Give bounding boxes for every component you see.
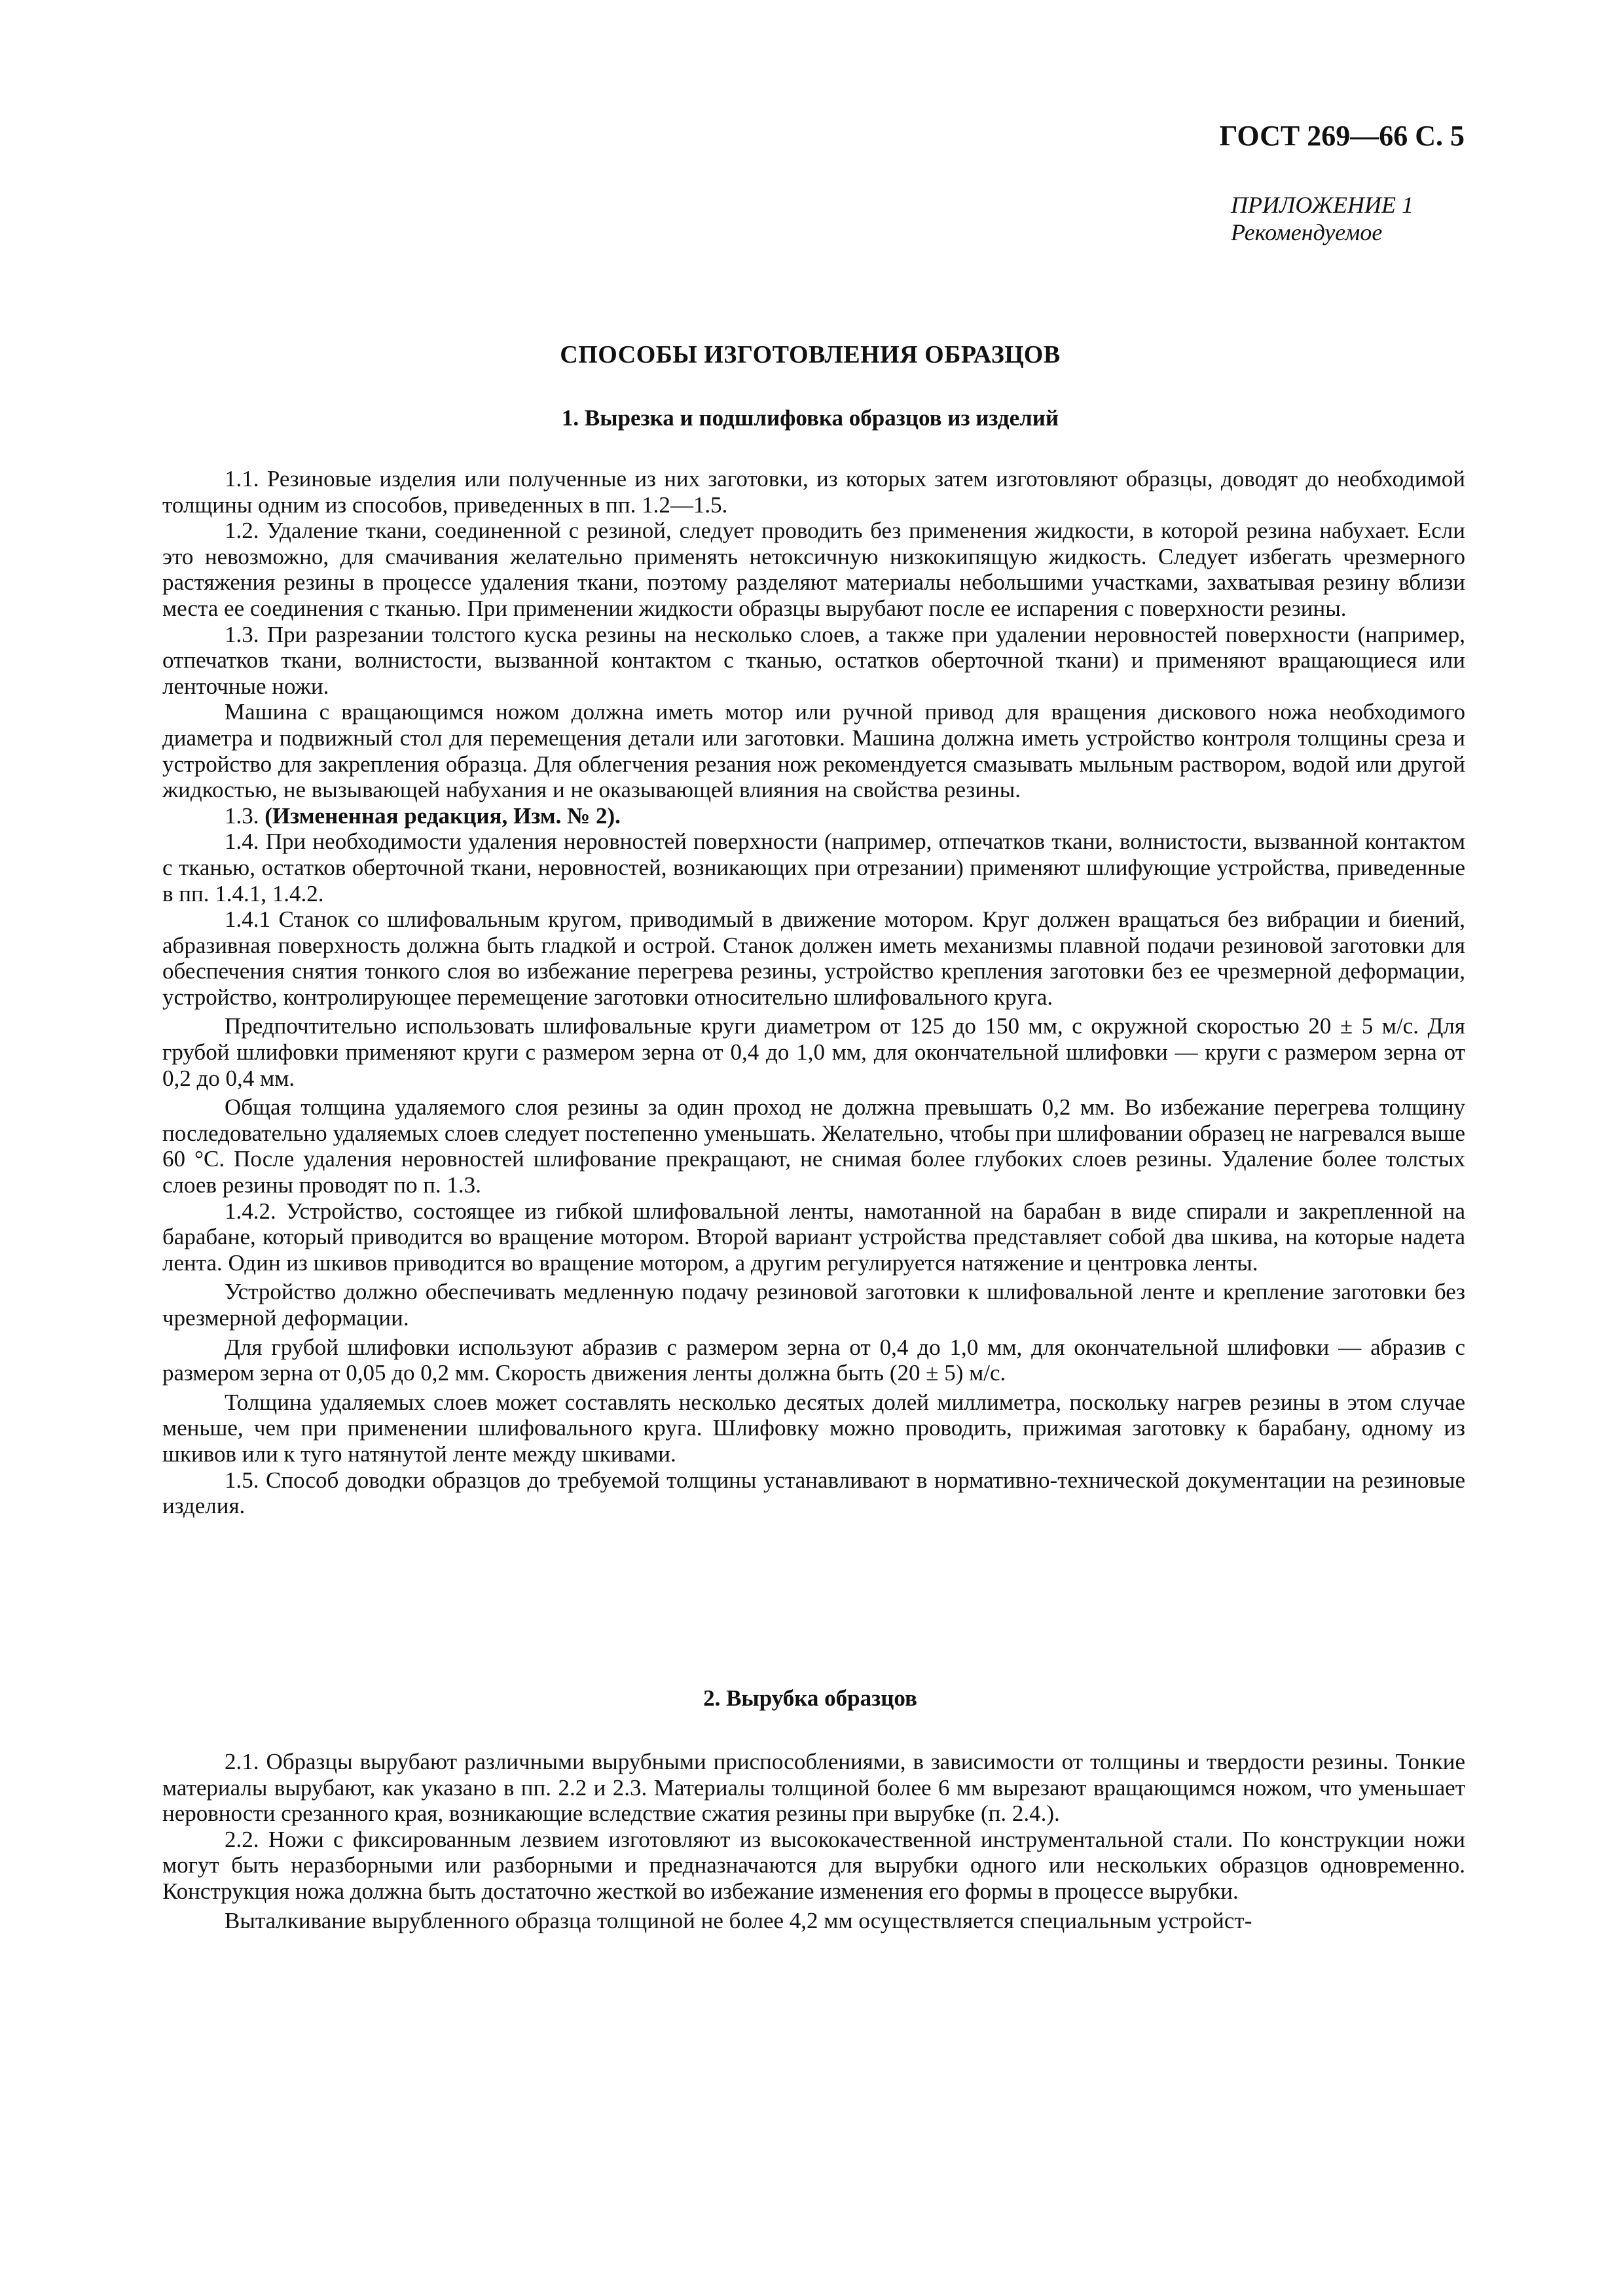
paragraph: Для грубой шлифовки используют абразив с размером зерна от 0,4 до 1,0 мм, для окончательной шлифовки — абразив с размером зерна от 0,05 до 0,2 мм. Скорость движения ленты должна быть (20 ± 5) м/с.	[162, 1334, 1465, 1386]
appendix-number: ПРИЛОЖЕНИЕ 1	[1231, 192, 1413, 218]
paragraph: 1.4. При необходимости удаления неровностей поверхности (например, отпечатков ткани, волнистости, вызванной контактом с тканью, остатков оберточной ткани, неровностей, возникающих при отрезании) применяют шлифующие устройства, приведенные в пп. 1.4.1, 1.4.2.	[162, 829, 1465, 906]
paragraph: 1.2. Удаление ткани, соединенной с резиной, следует проводить без применения жидкости, в которой резина набухает. Если это невозможно, для смачивания желательно применять нетоксичную низкокипящую жидкость. Следует избегать чрезмерного растяжения резины в процессе удаления ткани, поэтому разделяют материалы небольшими участками, захватывая резину вблизи места ее соединения с тканью. При применении жидкости образцы вырубают после ее испарения с поверхности резины.	[162, 518, 1465, 621]
section-2-heading: 2. Вырубка образцов	[703, 1685, 917, 1711]
paragraph: Машина с вращающимся ножом должна иметь мотор или ручной привод для вращения дискового ножа необходимого диаметра и подвижный стол для перемещения детали или заготовки. Машина должна иметь устройство контроля толщины среза и устройство для закрепления образца. Для облегчения резания нож рекомендуется смазывать мыльным раствором, водой или другой жидкостью, не вызывающей набухания и не оказывающей влияния на свойства резины.	[162, 699, 1465, 803]
paragraph: 2.2. Ножи с фиксированным лезвием изготовляют из высококачественной инструментальной стали. По конструкции ножи могут быть неразборными или разборными и предназначаются для вырубки одного или нескольких образцов одновременно. Конструкция ножа должна быть достаточно жесткой во избежание изменения его формы в процессе вырубки.	[162, 1826, 1465, 1904]
section-1-body	[162, 466, 1465, 1519]
amendment-number: 1.3.	[225, 802, 265, 829]
amendment-note: (Измененная редакция, Изм. № 2).	[264, 802, 621, 829]
paragraph: 2.1. Образцы вырубают различными вырубными приспособлениями, в зависимости от толщины и твердости резины. Тонкие материалы вырубают, как указано в пп. 2.2 и 2.3. Материалы толщиной более 6 мм вырезают вращающимся ножом, что уменьшает неровности срезанного края, возникающие вследствие сжатия резины при вырубке (п. 2.4.).	[162, 1749, 1465, 1827]
appendix-label	[1231, 191, 1413, 246]
paragraph: 1.4.2. Устройство, состоящее из гибкой шлифовальной ленты, намотанной на барабан в виде спирали и закрепленной на барабане, который приводится во вращение мотором. Второй вариант устройства представляет собой два шкива, на которые надета лента. Один из шкивов приводится во вращение мотором, а другим регулируется натяжение и центровка ленты.	[162, 1198, 1465, 1276]
paragraph: Толщина удаляемых слоев может составлять несколько десятых долей миллиметра, поскольку нагрев резины в этом случае меньше, чем при применении шлифовального круга. Шлифовку можно проводить, прижимая заготовку к барабану, одному из шкивов или к туго натянутой ленте между шкивами.	[162, 1389, 1465, 1467]
paragraph: 1.1. Резиновые изделия или полученные из них заготовки, из которых затем изготовляют образцы, доводят до необходимой толщины одним из способов, приведенных в пп. 1.2—1.5.	[162, 466, 1465, 518]
paragraph: Общая толщина удаляемого слоя резины за один проход не должна превышать 0,2 мм. Во избежание перегрева толщину последовательно удаляемых слоев следует постепенно уменьшать. Желательно, чтобы при шлифовании образец не нагревался выше 60 °С. После удаления неровностей шлифование прекращают, не снимая более глубоких слоев резины. Удаление более толстых слоев резины проводят по п. 1.3.	[162, 1094, 1465, 1198]
paragraph: Выталкивание вырубленного образца толщиной не более 4,2 мм осуществляется специальным устройст-	[225, 1907, 1252, 1933]
paragraph: 1.3. При разрезании толстого куска резины на несколько слоев, а также при удалении неровностей поверхности (например, отпечатков ткани, волнистости, вызванной контактом с тканью, остатков оберточной ткани) и применяют вращающиеся или ленточные ножи.	[162, 621, 1465, 699]
document-code: ГОСТ 269—66 С. 5	[1219, 120, 1465, 152]
paragraph: 1.4.1 Станок со шлифовальным кругом, приводимый в движение мотором. Круг должен вращаться без вибрации и биений, абразивная поверхность должна быть гладкой и острой. Станок должен иметь механизмы плавной подачи резиновой заготовки для обеспечения снятия тонкого слоя во избежание перегрева резины, устройство крепления заготовки без ее чрезмерной деформации, устройство, контролирующее перемещение заготовки относительно шлифовального круга.	[162, 906, 1465, 1010]
section-2-body	[162, 1749, 1465, 1933]
paragraph: 1.5. Способ доводки образцов до требуемой толщины устанавливают в нормативно-технической документации на резиновые изделия.	[162, 1467, 1465, 1519]
section-1-heading: 1. Вырезка и подшлифовка образцов из изделий	[561, 405, 1059, 431]
appendix-status: Рекомендуемое	[1231, 219, 1383, 245]
paragraph: Предпочтительно использовать шлифовальные круги диаметром от 125 до 150 мм, с окружной скоростью 20 ± 5 м/с. Для грубой шлифовки применяют круги с размером зерна от 0,4 до 1,0 мм, для окончательной шлифовки — круги с размером зерна от 0,2 до 0,4 мм.	[162, 1013, 1465, 1091]
page-title: СПОСОБЫ ИЗГОТОВЛЕНИЯ ОБРАЗЦОВ	[560, 341, 1061, 368]
paragraph	[162, 803, 1465, 829]
paragraph: Устройство должно обеспечивать медленную подачу резиновой заготовки к шлифовальной ленте и крепление заготовки без чрезмерной деформации.	[162, 1279, 1465, 1331]
